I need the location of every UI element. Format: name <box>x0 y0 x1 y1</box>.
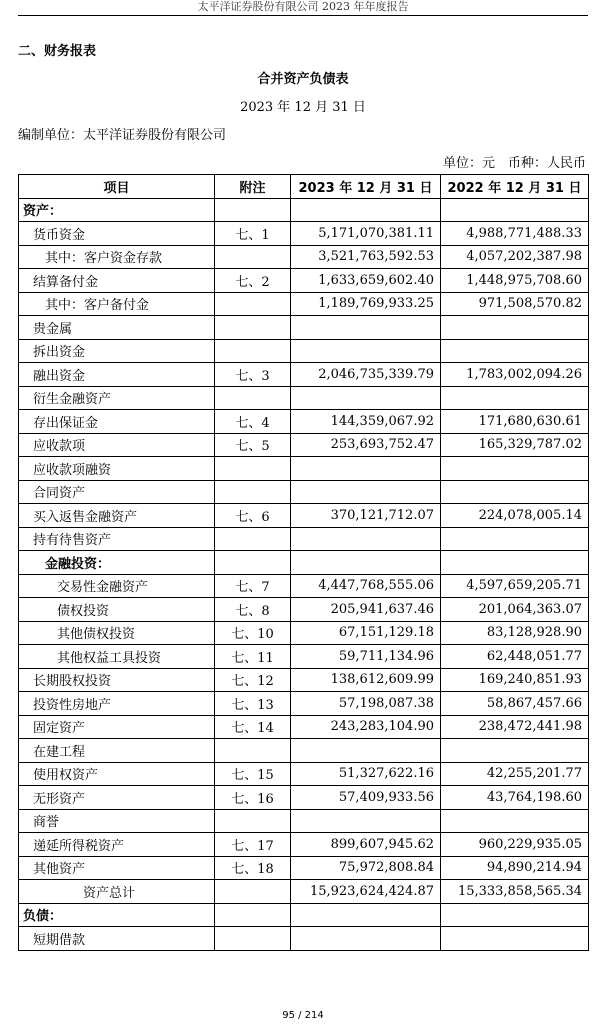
row-value-2023: 3,521,763,592.53 <box>291 245 441 269</box>
col-header-item: 项目 <box>19 175 215 199</box>
row-note: 七、16 <box>215 786 291 810</box>
row-value-2023 <box>291 739 441 763</box>
table-row <box>19 880 589 904</box>
row-value-2022 <box>441 527 589 551</box>
row-item: 持有待售资产 <box>19 527 215 551</box>
row-note: 七、2 <box>215 269 291 293</box>
row-value-2022 <box>441 927 589 951</box>
row-value-2023: 1,189,769,933.25 <box>291 292 441 316</box>
row-note <box>215 927 291 951</box>
row-item: 货币资金 <box>19 222 215 246</box>
row-item: 买入返售金融资产 <box>19 504 215 528</box>
row-note <box>215 339 291 363</box>
row-value-2022: 43,764,198.60 <box>441 786 589 810</box>
col-header-2022: 2022 年 12 月 31 日 <box>441 175 589 199</box>
row-value-2023: 57,409,933.56 <box>291 786 441 810</box>
table-row <box>19 410 589 434</box>
row-value-2023: 205,941,637.46 <box>291 598 441 622</box>
table-row <box>19 527 589 551</box>
row-value-2023: 243,283,104.90 <box>291 715 441 739</box>
row-value-2022: 238,472,441.98 <box>441 715 589 739</box>
row-value-2022: 62,448,051.77 <box>441 645 589 669</box>
row-value-2023 <box>291 198 441 222</box>
table-row <box>19 433 589 457</box>
row-value-2023: 144,359,067.92 <box>291 410 441 434</box>
row-item: 融出资金 <box>19 363 215 387</box>
page-number: 95 / 214 <box>282 1010 324 1021</box>
row-item: 其他权益工具投资 <box>19 645 215 669</box>
table-row <box>19 621 589 645</box>
row-item: 应收款项 <box>19 433 215 457</box>
row-value-2022 <box>441 903 589 927</box>
row-note: 七、14 <box>215 715 291 739</box>
row-note: 七、18 <box>215 856 291 880</box>
table-row <box>19 927 589 951</box>
table-row <box>19 222 589 246</box>
row-item: 金融投资： <box>19 551 215 575</box>
row-note: 七、3 <box>215 363 291 387</box>
header-rule <box>18 15 588 16</box>
row-item: 使用权资产 <box>19 762 215 786</box>
row-item: 结算备付金 <box>19 269 215 293</box>
row-value-2023: 59,711,134.96 <box>291 645 441 669</box>
row-value-2023 <box>291 527 441 551</box>
row-item: 衍生金融资产 <box>19 386 215 410</box>
row-value-2023 <box>291 551 441 575</box>
row-item: 资产总计 <box>19 880 215 904</box>
row-value-2023: 253,693,752.47 <box>291 433 441 457</box>
table-row <box>19 809 589 833</box>
row-item: 无形资产 <box>19 786 215 810</box>
row-value-2023 <box>291 386 441 410</box>
balance-sheet-table <box>18 174 589 951</box>
table-row <box>19 762 589 786</box>
row-value-2023: 899,607,945.62 <box>291 833 441 857</box>
row-item: 其中：客户资金存款 <box>19 245 215 269</box>
row-value-2023: 370,121,712.07 <box>291 504 441 528</box>
row-note: 七、7 <box>215 574 291 598</box>
row-note: 七、11 <box>215 645 291 669</box>
row-value-2023: 15,923,624,424.87 <box>291 880 441 904</box>
row-note: 七、1 <box>215 222 291 246</box>
row-note <box>215 880 291 904</box>
row-value-2022 <box>441 551 589 575</box>
row-value-2023: 2,046,735,339.79 <box>291 363 441 387</box>
row-value-2023 <box>291 457 441 481</box>
row-note: 七、6 <box>215 504 291 528</box>
row-item: 短期借款 <box>19 927 215 951</box>
table-row <box>19 339 589 363</box>
row-value-2022: 1,783,002,094.26 <box>441 363 589 387</box>
row-item: 交易性金融资产 <box>19 574 215 598</box>
row-item: 其他资产 <box>19 856 215 880</box>
row-value-2022 <box>441 386 589 410</box>
table-row <box>19 598 589 622</box>
table-row <box>19 551 589 575</box>
table-row <box>19 692 589 716</box>
row-value-2023: 1,633,659,602.40 <box>291 269 441 293</box>
row-note: 七、5 <box>215 433 291 457</box>
row-item: 贵金属 <box>19 316 215 340</box>
col-header-2023: 2023 年 12 月 31 日 <box>291 175 441 199</box>
row-note: 七、4 <box>215 410 291 434</box>
row-item: 拆出资金 <box>19 339 215 363</box>
row-note <box>215 527 291 551</box>
row-note <box>215 245 291 269</box>
row-value-2022: 4,057,202,387.98 <box>441 245 589 269</box>
row-value-2022: 83,128,928.90 <box>441 621 589 645</box>
table-body <box>19 198 589 950</box>
row-value-2023 <box>291 927 441 951</box>
table-row <box>19 363 589 387</box>
row-value-2023: 75,972,808.84 <box>291 856 441 880</box>
row-value-2022 <box>441 198 589 222</box>
row-note: 七、8 <box>215 598 291 622</box>
compiler-unit: 编制单位：太平洋证券股份有限公司 <box>18 128 227 143</box>
row-value-2022: 1,448,975,708.60 <box>441 269 589 293</box>
table-row <box>19 786 589 810</box>
row-note <box>215 903 291 927</box>
row-value-2023: 4,447,768,555.06 <box>291 574 441 598</box>
row-value-2022: 42,255,201.77 <box>441 762 589 786</box>
table-row <box>19 668 589 692</box>
row-item: 递延所得税资产 <box>19 833 215 857</box>
row-note <box>215 316 291 340</box>
row-note: 七、10 <box>215 621 291 645</box>
row-value-2022 <box>441 457 589 481</box>
row-item: 商誉 <box>19 809 215 833</box>
row-item: 在建工程 <box>19 739 215 763</box>
row-item: 投资性房地产 <box>19 692 215 716</box>
row-note <box>215 292 291 316</box>
table-row <box>19 292 589 316</box>
row-value-2022 <box>441 339 589 363</box>
row-value-2022: 94,890,214.94 <box>441 856 589 880</box>
row-value-2023: 67,151,129.18 <box>291 621 441 645</box>
row-item: 负债： <box>19 903 215 927</box>
table-row <box>19 574 589 598</box>
currency-unit: 单位：元 币种：人民币 <box>442 156 586 171</box>
table-row <box>19 245 589 269</box>
row-value-2022: 224,078,005.14 <box>441 504 589 528</box>
table-title: 合并资产负债表 <box>257 72 349 87</box>
col-header-note: 附注 <box>215 175 291 199</box>
row-value-2022: 169,240,851.93 <box>441 668 589 692</box>
row-note: 七、13 <box>215 692 291 716</box>
table-row <box>19 833 589 857</box>
row-item: 存出保证金 <box>19 410 215 434</box>
row-note <box>215 198 291 222</box>
row-value-2022: 960,229,935.05 <box>441 833 589 857</box>
table-row <box>19 856 589 880</box>
row-item: 其中：客户备付金 <box>19 292 215 316</box>
row-note: 七、15 <box>215 762 291 786</box>
row-item: 固定资产 <box>19 715 215 739</box>
row-note <box>215 739 291 763</box>
row-value-2023 <box>291 316 441 340</box>
row-note: 七、12 <box>215 668 291 692</box>
row-value-2022: 15,333,858,565.34 <box>441 880 589 904</box>
row-value-2022 <box>441 809 589 833</box>
table-row <box>19 645 589 669</box>
row-note <box>215 809 291 833</box>
row-item: 债权投资 <box>19 598 215 622</box>
row-value-2023: 138,612,609.99 <box>291 668 441 692</box>
row-value-2023 <box>291 809 441 833</box>
row-value-2022: 165,329,787.02 <box>441 433 589 457</box>
row-value-2023 <box>291 903 441 927</box>
table-row <box>19 715 589 739</box>
row-value-2023: 51,327,622.16 <box>291 762 441 786</box>
table-row <box>19 457 589 481</box>
row-value-2022: 201,064,363.07 <box>441 598 589 622</box>
row-value-2022: 171,680,630.61 <box>441 410 589 434</box>
row-value-2022 <box>441 316 589 340</box>
table-row <box>19 739 589 763</box>
row-note <box>215 386 291 410</box>
row-value-2022: 4,597,659,205.71 <box>441 574 589 598</box>
table-row <box>19 480 589 504</box>
row-value-2022 <box>441 739 589 763</box>
table-row <box>19 504 589 528</box>
section-title: 二、财务报表 <box>18 44 97 59</box>
table-row <box>19 316 589 340</box>
row-note <box>215 551 291 575</box>
row-value-2022: 4,988,771,488.33 <box>441 222 589 246</box>
table-row <box>19 198 589 222</box>
row-note: 七、17 <box>215 833 291 857</box>
table-row <box>19 269 589 293</box>
row-item: 合同资产 <box>19 480 215 504</box>
row-item: 资产： <box>19 198 215 222</box>
page-header: 太平洋证券股份有限公司 2023 年年度报告 <box>197 0 409 13</box>
row-value-2023 <box>291 339 441 363</box>
row-note <box>215 480 291 504</box>
row-value-2023: 57,198,087.38 <box>291 692 441 716</box>
table-row <box>19 386 589 410</box>
row-value-2022: 971,508,570.82 <box>441 292 589 316</box>
row-value-2023: 5,171,070,381.11 <box>291 222 441 246</box>
table-row <box>19 903 589 927</box>
table-header-row <box>19 175 589 199</box>
row-value-2022 <box>441 480 589 504</box>
row-item: 其他债权投资 <box>19 621 215 645</box>
table-date: 2023 年 12 月 31 日 <box>240 100 366 115</box>
row-value-2022: 58,867,457.66 <box>441 692 589 716</box>
row-value-2023 <box>291 480 441 504</box>
row-item: 长期股权投资 <box>19 668 215 692</box>
row-note <box>215 457 291 481</box>
row-item: 应收款项融资 <box>19 457 215 481</box>
